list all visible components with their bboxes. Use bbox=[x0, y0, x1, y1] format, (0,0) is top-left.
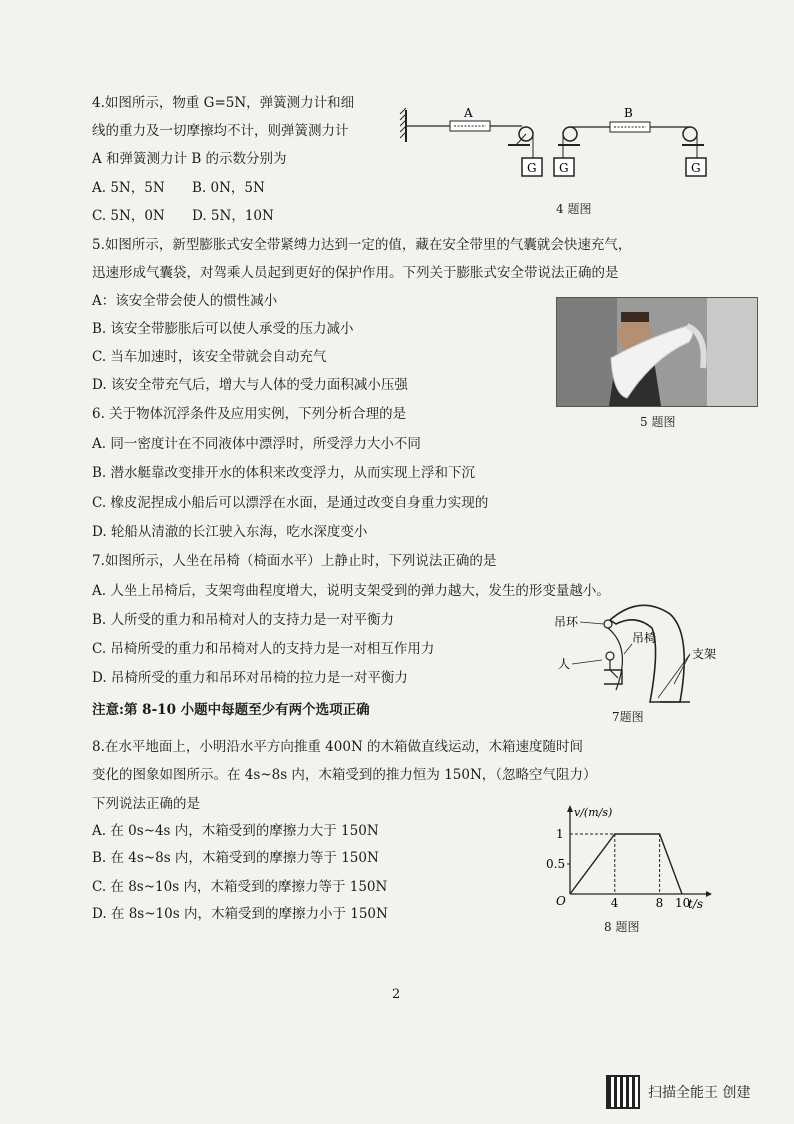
q4-option-b: B. 0N，5N bbox=[192, 180, 265, 196]
page-number: 2 bbox=[392, 987, 401, 1002]
multi-answer-note: 注意:第 8-10 小题中每题至少有两个选项正确 bbox=[92, 702, 370, 718]
q6-stem: 6. 关于物体沉浮条件及应用实例，下列分析合理的是 bbox=[92, 406, 407, 422]
graph-ylabel: v/(m/s) bbox=[574, 806, 613, 819]
x-tick-label: 4 bbox=[610, 896, 619, 910]
support-label: 支架 bbox=[692, 647, 717, 661]
q8-option-a: A. 在 0s~4s 内，木箱受到的摩擦力大于 150N bbox=[92, 823, 379, 839]
q8-option-d: D. 在 8s~10s 内，木箱受到的摩擦力小于 150N bbox=[92, 906, 388, 922]
weight-g-label-3: G bbox=[691, 161, 701, 175]
q7-stem: 7.如图所示，人坐在吊椅（椅面水平）上静止时，下列说法正确的是 bbox=[92, 553, 497, 569]
weight-g-label-2: G bbox=[559, 161, 569, 175]
q4-stem-line-2: 线的重力及一切摩擦均不计，则弹簧测力计 bbox=[92, 123, 349, 139]
q4-option-d: D. 5N，10N bbox=[192, 208, 274, 224]
seatbelt-airbag-photo bbox=[556, 297, 758, 407]
q5-option-a: A：该安全带会使人的惯性减小 bbox=[92, 293, 278, 309]
qr-code-icon bbox=[606, 1075, 640, 1109]
chair-label: 吊椅 bbox=[632, 631, 657, 645]
q7-option-d: D. 吊椅所受的重力和吊环对吊椅的拉力是一对平衡力 bbox=[92, 670, 408, 686]
q6-option-d: D. 轮船从清澈的长江驶入东海，吃水深度变小 bbox=[92, 524, 368, 540]
y-tick-label: 0.5 bbox=[546, 857, 566, 871]
spring-a-label: A bbox=[464, 106, 473, 120]
scanner-watermark-text: 扫描全能王 创建 bbox=[648, 1085, 751, 1101]
q5-option-d: D. 该安全带充气后，增大与人体的受力面积减小压强 bbox=[92, 377, 408, 393]
q5-option-b: B. 该安全带膨胀后可以使人承受的压力减小 bbox=[92, 321, 354, 337]
ring-label: 吊环 bbox=[554, 615, 579, 629]
q8-option-c: C. 在 8s~10s 内，木箱受到的摩擦力等于 150N bbox=[92, 879, 388, 895]
x-tick-label: 8 bbox=[655, 896, 664, 910]
q8-velocity-time-graph bbox=[540, 804, 720, 912]
q4-figure bbox=[398, 100, 718, 190]
graph-origin: O bbox=[556, 894, 566, 908]
q5-caption: 5 题图 bbox=[640, 415, 676, 429]
q8-stem-line-3: 下列说法正确的是 bbox=[92, 796, 200, 812]
q8-option-b: B. 在 4s~8s 内，木箱受到的摩擦力等于 150N bbox=[92, 850, 379, 866]
q7-option-b: B. 人所受的重力和吊椅对人的支持力是一对平衡力 bbox=[92, 612, 395, 628]
q8-caption: 8 题图 bbox=[604, 920, 640, 934]
y-tick-label: 1 bbox=[556, 827, 564, 841]
person-label: 人 bbox=[558, 657, 571, 671]
q4-option-c: C. 5N，0N bbox=[92, 208, 165, 224]
scanner-watermark bbox=[606, 1075, 750, 1109]
q5-stem-line-1: 5.如图所示，新型膨胀式安全带紧缚力达到一定的值，藏在安全带里的气囊就会快速充气， bbox=[92, 237, 632, 253]
weight-g-label-1: G bbox=[527, 161, 537, 175]
q8-stem-line-1: 8.在水平地面上，小明沿水平方向推重 400N 的木箱做直线运动，木箱速度随时间 bbox=[92, 739, 584, 755]
q8-stem-line-2: 变化的图象如图所示。在 4s~8s 内，木箱受到的推力恒为 150N，（忽略空气阻力） bbox=[92, 767, 597, 783]
q6-option-b: B. 潜水艇靠改变排开水的体积来改变浮力，从而实现上浮和下沉 bbox=[92, 465, 476, 481]
q7-option-a: A. 人坐上吊椅后，支架弯曲程度增大，说明支架受到的弹力越大，发生的形变量越小。 bbox=[92, 583, 610, 599]
graph-xlabel: t/s bbox=[688, 897, 704, 911]
q7-caption: 7题图 bbox=[612, 710, 644, 724]
q7-figure bbox=[540, 598, 740, 706]
q4-option-a: A. 5N，5N bbox=[92, 180, 165, 196]
spring-b-label: B bbox=[624, 106, 633, 120]
velocity-line bbox=[570, 834, 682, 894]
q5-stem-line-2: 迅速形成气囊袋，对驾乘人员起到更好的保护作用。下列关于膨胀式安全带说法正确的是 bbox=[92, 265, 619, 281]
x-tick-label: 10 bbox=[675, 896, 691, 910]
q4-stem-line-3: A 和弹簧测力计 B 的示数分别为 bbox=[92, 151, 287, 167]
q4-caption: 4 题图 bbox=[556, 202, 592, 216]
q6-option-c: C. 橡皮泥捏成小船后可以漂浮在水面，是通过改变自身重力实现的 bbox=[92, 495, 489, 511]
q7-option-c: C. 吊椅所受的重力和吊椅对人的支持力是一对相互作用力 bbox=[92, 641, 435, 657]
q5-option-c: C. 当车加速时，该安全带就会自动充气 bbox=[92, 349, 327, 365]
q6-option-a: A. 同一密度计在不同液体中漂浮时，所受浮力大小不同 bbox=[92, 436, 421, 452]
q4-stem-line-1: 4.如图所示，物重 G=5N，弹簧测力计和细 bbox=[92, 95, 355, 111]
